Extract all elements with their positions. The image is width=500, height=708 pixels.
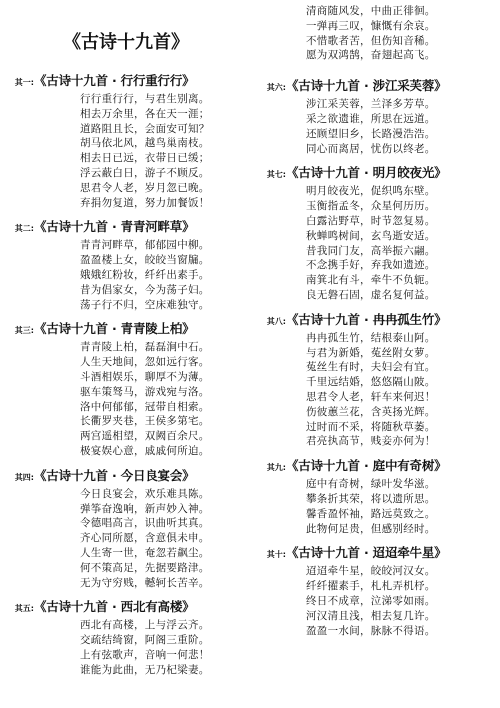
poem-line: 玉衡指孟冬，众星何历历。	[306, 200, 436, 213]
poem-1	[0, 70, 252, 210]
poem-line: 人生天地间，忽如远行客。	[80, 356, 210, 369]
poem-line: 迢迢牵牛星，皎皎河汉女。	[306, 565, 436, 578]
poem-8	[252, 309, 500, 449]
poem-lines	[252, 97, 500, 156]
poem-heading	[0, 318, 252, 340]
poem-line: 思君令人老，岁月忽已晚。	[80, 181, 210, 194]
poem-line: 同心而离居，忧伤以终老。	[306, 142, 436, 155]
poem-6	[252, 75, 500, 156]
poem-lines	[0, 340, 252, 458]
right-poem-list	[252, 75, 500, 638]
poem-title: 《古诗十九首 · 明月皎夜光》	[286, 165, 447, 181]
poem-line: 驱车策驽马，游戏宛与洛。	[80, 385, 210, 398]
poem-heading	[252, 542, 500, 564]
poem-line: 采之欲遗谁，所思在远道。	[306, 112, 436, 125]
left-poem-list	[0, 70, 252, 678]
poem-line: 弃捐勿复道，努力加餐饭！	[80, 196, 210, 209]
poem-5	[0, 596, 252, 677]
poem-line: 青青陵上柏，磊磊涧中石。	[80, 341, 210, 354]
poem-line: 两宫遥相望，双阙百余尺。	[80, 430, 210, 443]
poem-2	[0, 216, 252, 312]
poem-line: 娥娥红粉妆，纤纤出素手。	[80, 268, 210, 281]
poem-heading	[0, 70, 252, 92]
poem-line: 过时而不采，将随秋草萎。	[306, 420, 436, 433]
poem-9	[252, 455, 500, 536]
poem-line: 昔为倡家女，今为荡子妇。	[80, 283, 210, 296]
poem-line: 斗酒相娱乐，聊厚不为薄。	[80, 370, 210, 383]
poem-line: 相去日已远，衣带日已缓；	[80, 152, 210, 165]
poem-line: 河汉清且浅，相去复几许。	[306, 609, 436, 622]
poem-title: 《古诗十九首 · 今日良宴会》	[34, 467, 195, 483]
poem-title: 《古诗十九首 · 涉江采芙蓉》	[286, 78, 447, 94]
poem-heading	[0, 216, 252, 238]
poem-number: 其五:	[14, 604, 34, 614]
poem-line: 长衢罗夹巷，王侯多第宅。	[80, 415, 210, 428]
poem-title: 《古诗十九首 · 青青陵上柏》	[34, 321, 195, 337]
poem-line: 白露沾野草，时节忽复易。	[306, 214, 436, 227]
document-title: 《古诗十九首》	[63, 32, 189, 53]
poem-line: 何不策高足，先据要路津。	[80, 561, 210, 574]
poem-line: 君亮执高节，贱妾亦何为！	[306, 435, 436, 448]
poem-heading	[0, 596, 252, 618]
poem-title: 《古诗十九首 · 冉冉孤生竹》	[286, 311, 447, 327]
poem-line: 伤彼蕙兰花，含英扬光辉。	[306, 405, 436, 418]
poem-line: 交疏结绮窗，阿阁三重阶。	[80, 634, 210, 647]
poem-heading	[252, 162, 500, 184]
poem-line: 令德唱高言，识曲听其真。	[80, 517, 210, 530]
poem-line: 纤纤擢素手，札札弄机杼。	[306, 580, 436, 593]
poem-line: 此物何足贵，但感别经时。	[306, 522, 436, 535]
poem-line: 弹筝奋逸响，新声妙入神。	[80, 502, 210, 515]
poem-line: 菟丝生有时，夫妇会有宜。	[306, 361, 436, 374]
poem-line: 千里远结婚，悠悠隔山陂。	[306, 376, 436, 389]
poem-number: 其二:	[14, 224, 34, 234]
poem-line: 还顾望旧乡，长路漫浩浩。	[306, 127, 436, 140]
poem-line: 浮云蔽白日，游子不顾反。	[80, 166, 210, 179]
poem-line: 清商随风发，中曲正徘徊。	[306, 5, 436, 17]
poem-line: 一弹再三叹，慷慨有余哀。	[306, 19, 436, 32]
poem-heading	[252, 455, 500, 477]
poem-number: 其八:	[266, 316, 286, 326]
poem-line: 冉冉孤生竹，结根泰山阿。	[306, 331, 436, 344]
poem-line: 西北有高楼，上与浮云齐。	[80, 619, 210, 632]
poem-line: 南箕北有斗，牵牛不负轭。	[306, 274, 436, 287]
poem-number: 其一:	[14, 78, 34, 87]
poem-line: 终日不成章，泣涕零如雨。	[306, 594, 436, 607]
poem-line: 馨香盈怀袖，路远莫致之。	[306, 507, 436, 520]
poem-lines	[252, 331, 500, 449]
poem-4	[0, 465, 252, 591]
poem-line: 荡子行不归，空床难独守。	[80, 298, 210, 311]
poem-lines	[252, 184, 500, 302]
poem-line: 与君为新婚，菟丝附女萝。	[306, 346, 436, 359]
poem-number: 其六:	[266, 83, 286, 93]
poem-line: 相去万余里，各在天一涯；	[80, 107, 210, 120]
poem-heading	[0, 465, 252, 487]
poem-line: 道路阻且长，会面安可知？	[80, 122, 210, 135]
poem-line: 极宴娱心意，戚戚何所迫。	[80, 444, 210, 457]
poem-line: 盈盈一水间，脉脉不得语。	[306, 624, 436, 637]
poem-line: 不惜歌者苦，但伤知音稀。	[306, 34, 436, 47]
poem-line: 良无磐石固，虚名复何益。	[306, 288, 436, 301]
poem-3	[0, 318, 252, 458]
poem-line: 洛中何郁郁，冠带自相索。	[80, 400, 210, 413]
poem-line: 盈盈楼上女，皎皎当窗牖。	[80, 254, 210, 267]
poem-line: 上有弦歌声，音响一何悲！	[80, 648, 210, 661]
poem-lines	[0, 238, 252, 312]
poem-line: 昔我同门友，高举振六翮。	[306, 244, 436, 257]
poem-line: 庭中有奇树，绿叶发华滋。	[306, 478, 436, 491]
poem-lines	[252, 564, 500, 638]
poem-number: 其九:	[266, 463, 286, 473]
poem-title: 《古诗十九首 · 庭中有奇树》	[286, 458, 447, 474]
poem-line: 明月皎夜光，促织鸣东壁。	[306, 185, 436, 198]
poem-title: 《古诗十九首 · 青青河畔草》	[34, 219, 195, 235]
poem-number: 其三:	[14, 326, 34, 336]
poem-line: 不念携手好，弃我如遗迹。	[306, 259, 436, 272]
poem-lines	[0, 487, 252, 591]
poem-heading	[252, 309, 500, 331]
left-column	[0, 0, 252, 684]
poem-line: 青青河畔草，郁郁园中柳。	[80, 239, 210, 252]
poem-number: 其七:	[266, 170, 286, 180]
poem-title: 《古诗十九首 · 迢迢牵牛星》	[286, 545, 447, 561]
poem-line: 行行重行行，与君生别离。	[80, 93, 210, 105]
poem-title: 《古诗十九首 · 西北有高楼》	[34, 599, 195, 615]
poem-line: 谁能为此曲，无乃杞梁妻。	[80, 663, 210, 676]
poem-line: 今日良宴会，欢乐难具陈。	[80, 487, 210, 500]
poem-lines	[252, 477, 500, 536]
poem-line: 人生寄一世，奄忽若飙尘。	[80, 546, 210, 559]
poem-line: 涉江采芙蓉，兰泽多芳草。	[306, 98, 436, 111]
poem-heading	[252, 75, 500, 97]
poem-line: 无为守穷贱，轗轲长苦辛。	[80, 576, 210, 589]
poem-line: 攀条折其荣，将以遗所思。	[306, 492, 436, 505]
poem-line: 秋蝉鸣树间，玄鸟逝安适。	[306, 229, 436, 242]
poem-line: 胡马依北风，越鸟巢南枝。	[80, 137, 210, 150]
poem-line: 齐心同所愿，含意俱未申。	[80, 532, 210, 545]
poem-number: 其四:	[14, 472, 34, 482]
poem-7	[252, 162, 500, 302]
poem-lines	[0, 92, 252, 210]
right-column	[252, 0, 500, 644]
poem-title: 《古诗十九首 · 行行重行行》	[34, 73, 195, 88]
poem-line: 愿为双鸿鹄，奋翅起高飞。	[306, 49, 436, 62]
poem-number: 其十:	[266, 550, 286, 560]
poem-10	[252, 542, 500, 638]
continued-poem-lines	[252, 0, 500, 63]
poem-line: 思君令人老，轩车来何迟！	[306, 390, 436, 403]
poem-lines	[0, 618, 252, 677]
